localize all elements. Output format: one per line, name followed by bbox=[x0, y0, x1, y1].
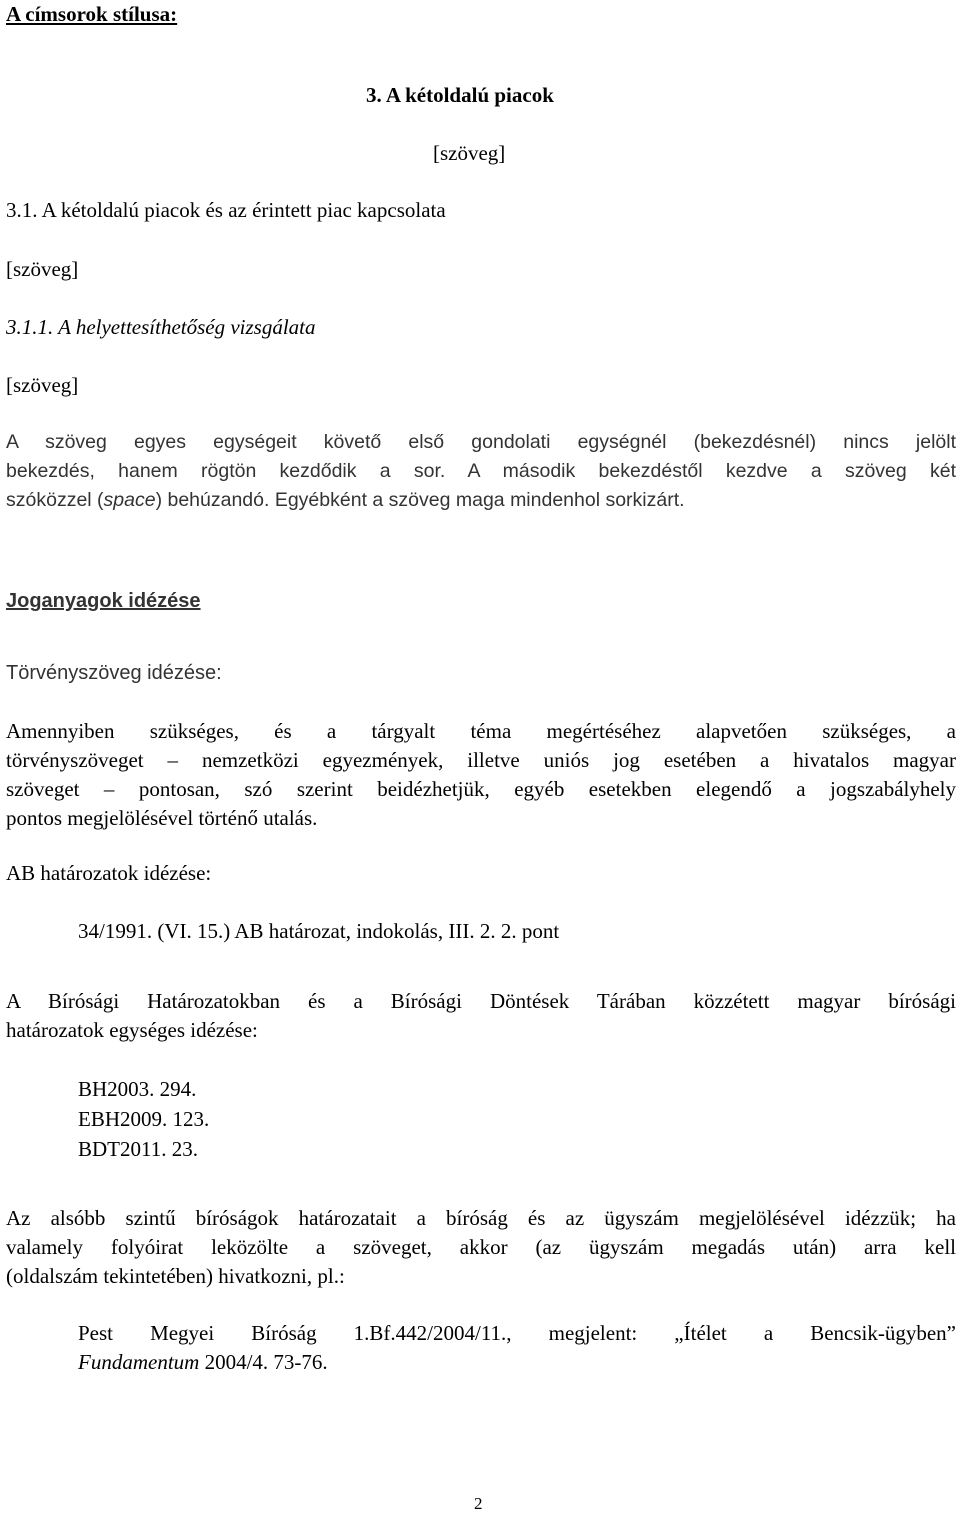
statute-paragraph-line: törvényszöveget – nemzetközi egyezmények, illetve uniós jog esetében a hivatalos magyar bbox=[6, 748, 956, 772]
citation-example-line: Pest Megyei Bíróság 1.Bf.442/2004/11., megjelent: „Ítélet a Bencsik-ügyben” bbox=[78, 1321, 956, 1345]
lower-court-paragraph-line: valamely folyóirat leközölte a szöveget, akkor (az ügyszám megadás után) arra kell bbox=[6, 1235, 956, 1259]
text-placeholder-3: [szöveg] bbox=[6, 373, 79, 397]
style-paragraph-line: bekezdés, hanem rögtön kezdődik a sor. A második bekezdéstől kezdve a szöveg két bbox=[6, 460, 956, 482]
citation-example-line bbox=[78, 1348, 956, 1377]
document-page bbox=[6, 0, 956, 1513]
citation-journal-issue: 2004/4. 73-76. bbox=[199, 1350, 328, 1374]
style-paragraph-line: A szöveg egyes egységeit követő első gondolati egységnél (bekezdésnél) nincs jelölt bbox=[6, 431, 956, 453]
style-paragraph bbox=[6, 428, 956, 515]
citation-example bbox=[78, 1319, 956, 1377]
statute-paragraph-line: pontos megjelölésével történő utalás. bbox=[6, 806, 318, 830]
court-paragraph-line: határozatok egységes idézése: bbox=[6, 1018, 258, 1042]
statute-label: Törvényszöveg idézése: bbox=[6, 662, 222, 684]
page-number: 2 bbox=[474, 1494, 483, 1513]
ab-label: AB határozatok idézése: bbox=[6, 861, 212, 885]
statute-paragraph bbox=[6, 717, 956, 833]
ab-example: 34/1991. (VI. 15.) AB határozat, indokolás, III. 2. 2. pont bbox=[78, 919, 560, 943]
style-paragraph-italic-term: space bbox=[103, 489, 156, 511]
statute-paragraph-line: szöveget – pontosan, szó szerint beidézhetjük, egyéb esetekben elegendő a jogszabályhely bbox=[6, 777, 956, 801]
court-example-item: BH2003. 294. bbox=[78, 1077, 197, 1101]
text-placeholder-1: [szöveg] bbox=[433, 141, 506, 165]
lower-court-paragraph-line: Az alsóbb szintű bíróságok határozatait a bíróság és az ügyszám megjelölésével idézzük; ha bbox=[6, 1206, 956, 1230]
style-paragraph-text: ) behúzandó. Egyébként a szöveg maga mindenhol sorkizárt. bbox=[155, 489, 685, 511]
statute-paragraph-line: Amennyiben szükséges, és a tárgyalt téma megértéséhez alapvetően szükséges, a bbox=[6, 719, 956, 743]
court-paragraph bbox=[6, 987, 956, 1045]
heading-style-label: A címsorok stílusa: bbox=[6, 2, 178, 26]
court-example-item: BDT2011. 23. bbox=[78, 1137, 198, 1161]
citation-journal-title: Fundamentum bbox=[78, 1350, 200, 1374]
lower-court-paragraph-line: (oldalszám tekintetében) hivatkozni, pl.: bbox=[6, 1264, 345, 1288]
style-paragraph-text: szóközzel ( bbox=[6, 489, 104, 511]
court-example-item: EBH2009. 123. bbox=[78, 1107, 210, 1131]
court-examples-list bbox=[78, 1074, 209, 1164]
text-placeholder-2: [szöveg] bbox=[6, 257, 79, 281]
style-paragraph-line bbox=[6, 486, 956, 515]
legal-section-title: Joganyagok idézése bbox=[6, 590, 201, 612]
heading-level-2: 3.1. A kétoldalú piacok és az érintett piac kapcsolata bbox=[6, 198, 446, 222]
heading-level-3: 3.1.1. A helyettesíthetőség vizsgálata bbox=[6, 315, 316, 339]
lower-court-paragraph bbox=[6, 1204, 956, 1291]
heading-level-1: 3. A kétoldalú piacok bbox=[366, 83, 554, 107]
court-paragraph-line: A Bírósági Határozatokban és a Bírósági Döntések Tárában közzétett magyar bírósági bbox=[6, 989, 956, 1013]
